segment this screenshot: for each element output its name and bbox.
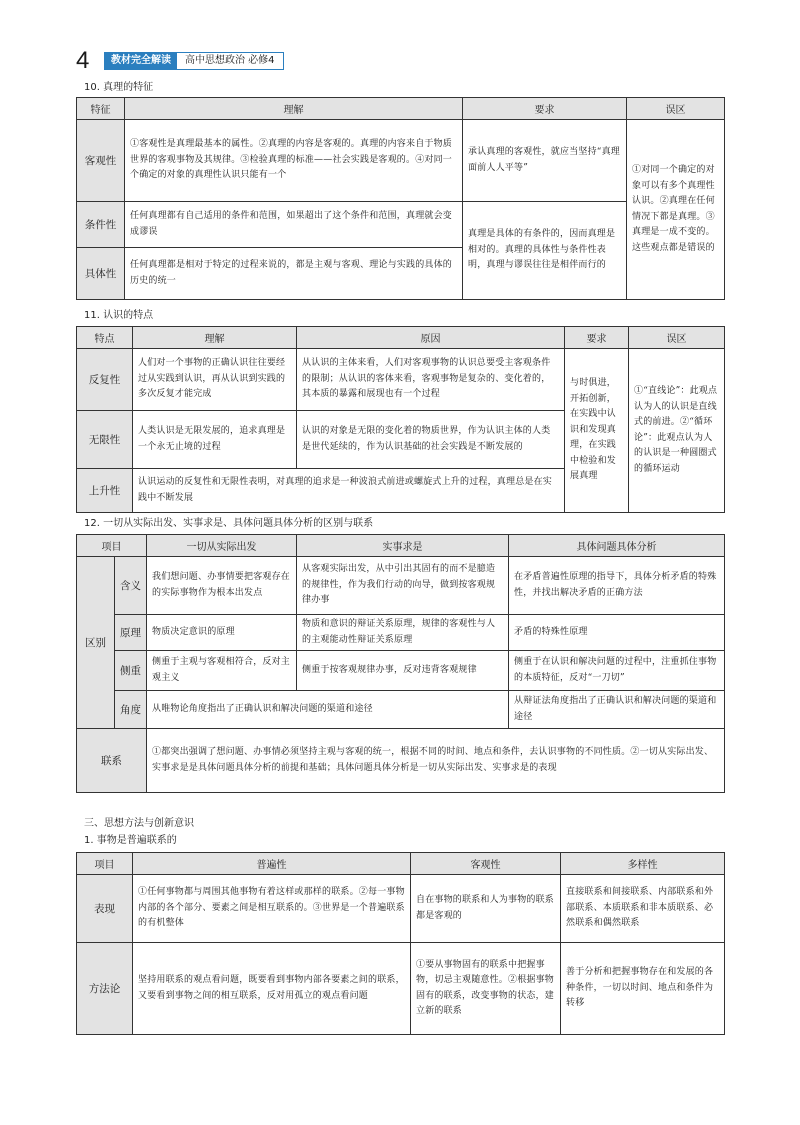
cell-understand-repetitiveness: 人们对一个事物的正确认识往往要经过从实践到认识，再从认识到实践的多次反复才能完成: [133, 349, 297, 411]
cell-principle-3: 矛盾的特殊性原理: [509, 615, 725, 651]
header-seek-truth: 实事求是: [297, 535, 509, 557]
row-label-conditionality: 条件性: [77, 202, 125, 248]
header-understand: 理解: [125, 98, 463, 120]
cell-merged-ascending: 认识运动的反复性和无限性表明，对真理的追求是一种波浪式前进或螺旋式上升的过程，真理总是在实践中不断发展: [133, 469, 565, 513]
cell-understand-conditionality: 任何真理都有自己适用的条件和范围，如果超出了这个条件和范围，真理就会变成谬误: [125, 202, 463, 248]
row-label-ascending: 上升性: [77, 469, 133, 513]
cell-meaning-2: 从客观实际出发，从中引出其固有的而不是臆造的规律性，作为我们行动的向导，做到按客观规律办事: [297, 557, 509, 615]
header-mistake: 误区: [627, 98, 725, 120]
cell-reason-repetitiveness: 从认识的主体来看，人们对客观事物的认识总要受主客观条件的限制；从认识的客体来看，客观事物是复杂的、变化着的，其本质的暴露和展现也有一个过程: [297, 349, 565, 411]
cell-mistake-cognition: ①“直线论”：此观点认为人的认识是直线式的前进。②“循环论”：此观点认为人的认识是一种圆圈式的循环运动: [629, 349, 725, 513]
header-feature: 特征: [77, 98, 125, 120]
row-label-concreteness: 具体性: [77, 248, 125, 300]
section-11-title: 11. 认识的特点: [84, 310, 154, 321]
cell-methodology-3: 善于分析和把握事物存在和发展的各种条件，一切以时间、地点和条件为转移: [561, 943, 725, 1035]
header-item: 项目: [77, 853, 133, 875]
row-label-methodology: 方法论: [77, 943, 133, 1035]
header-objectivity: 客观性: [411, 853, 561, 875]
header-diversity: 多样性: [561, 853, 725, 875]
row-label-emphasis: 侧重: [115, 651, 147, 691]
cell-emphasis-3: 侧重于在认识和解决问题的过程中，注重抓住事物的本质特征，反对“一刀切”: [509, 651, 725, 691]
comparison-table: [76, 534, 725, 793]
cell-require-objectivity: 承认真理的客观性，就应当坚持“真理面前人人平等”: [463, 120, 627, 202]
header-reason: 原因: [297, 327, 565, 349]
cell-meaning-3: 在矛盾普遍性原理的指导下，具体分析矛盾的特殊性，并找出解决矛盾的正确方法: [509, 557, 725, 615]
header-require: 要求: [565, 327, 629, 349]
row-label-objectivity: 客观性: [77, 120, 125, 202]
truth-features-table: [76, 97, 725, 300]
header-mistake: 误区: [629, 327, 725, 349]
header-universality: 普遍性: [133, 853, 411, 875]
cognition-features-table: [76, 326, 725, 513]
cell-manifestation-1: ①任何事物都与周围其他事物有着这样或那样的联系。②每一事物内部的各个部分、要素之间是相互联系的。③世界是一个普遍联系的有机整体: [133, 875, 411, 943]
cell-angle-1-2: 从唯物论角度指出了正确认识和解决问题的渠道和途径: [147, 691, 509, 729]
header-item: 项目: [77, 535, 147, 557]
section-10-title: 10. 真理的特征: [84, 82, 154, 93]
row-label-infinity: 无限性: [77, 411, 133, 469]
cell-understand-infinity: 人类认识是无限发展的，追求真理是一个永无止境的过程: [133, 411, 297, 469]
cell-require-cognition: 与时俱进，开拓创新，在实践中认识和发现真理，在实践中检验和发展真理: [565, 349, 629, 513]
cell-understand-concreteness: 任何真理都是相对于特定的过程来说的，都是主观与客观、理论与实践的具体的历史的统一: [125, 248, 463, 300]
cell-principle-2: 物质和意识的辩证关系原理，规律的客观性与人的主观能动性辩证关系原理: [297, 615, 509, 651]
header-from-reality: 一切从实际出发: [147, 535, 297, 557]
section-3-subtitle: 1. 事物是普遍联系的: [84, 835, 177, 846]
row-label-manifestation: 表现: [77, 875, 133, 943]
cell-emphasis-2: 侧重于按客观规律办事，反对违背客观规律: [297, 651, 509, 691]
section-3-title: 三、思想方法与创新意识: [84, 818, 194, 829]
cell-link: ①都突出强调了想问题、办事情必须坚持主观与客观的统一，根据不同的时间、地点和条件，去认识事物的不同性质。②一切从实际出发、实事求是是具体问题具体分析的前提和基础；具体问题具体分析是一切从实际出发、实事求是的表现: [147, 729, 725, 793]
cell-methodology-2: ①要从事物固有的联系中把握事物，切忌主观随意性。②根据事物固有的联系，改变事物的状态，建立新的联系: [411, 943, 561, 1035]
cell-manifestation-2: 自在事物的联系和人为事物的联系都是客观的: [411, 875, 561, 943]
cell-angle-3: 从辩证法角度指出了正确认识和解决问题的渠道和途径: [509, 691, 725, 729]
page-header: [76, 47, 284, 74]
book-title: 高中思想政治 必修4: [177, 53, 283, 69]
header-feature: 特点: [77, 327, 133, 349]
cell-principle-1: 物质决定意识的原理: [147, 615, 297, 651]
header-require: 要求: [463, 98, 627, 120]
universal-connection-table: [76, 852, 725, 1035]
row-label-principle: 原理: [115, 615, 147, 651]
header-concrete-analysis: 具体问题具体分析: [509, 535, 725, 557]
row-label-link: 联系: [77, 729, 147, 793]
group-label-difference: 区别: [77, 557, 115, 729]
cell-emphasis-1: 侧重于主观与客观相符合，反对主观主义: [147, 651, 297, 691]
cell-meaning-1: 我们想问题、办事情要把客观存在的实际事物作为根本出发点: [147, 557, 297, 615]
cell-manifestation-3: 直接联系和间接联系、内部联系和外部联系、本质联系和非本质联系、必然联系和偶然联系: [561, 875, 725, 943]
page-number: 4: [76, 47, 90, 74]
row-label-repetitiveness: 反复性: [77, 349, 133, 411]
row-label-angle: 角度: [115, 691, 147, 729]
cell-methodology-1: 坚持用联系的观点看问题，既要看到事物内部各要素之间的联系，又要看到事物之间的相互联系，反对用孤立的观点看问题: [133, 943, 411, 1035]
cell-mistake-truth: ①对同一个确定的对象可以有多个真理性认识。②真理在任何情况下都是真理。③真理是一成不变的。这些观点都是错误的: [627, 120, 725, 300]
cell-require-conditionality: 真理是具体的有条件的，因而真理是相对的。真理的具体性与条件性表明，真理与谬误往往是相伴而行的: [463, 202, 627, 300]
series-title: 教材完全解读: [105, 53, 177, 69]
header-understand: 理解: [133, 327, 297, 349]
header-badge: [104, 52, 284, 70]
row-label-meaning: 含义: [115, 557, 147, 615]
section-12-title: 12. 一切从实际出发、实事求是、具体问题具体分析的区别与联系: [84, 518, 374, 529]
cell-understand-objectivity: ①客观性是真理最基本的属性。②真理的内容是客观的。真理的内容来自于物质世界的客观事物及其规律。③检验真理的标准——社会实践是客观的。④对同一个确定的对象的真理性认识只能有一个: [125, 120, 463, 202]
cell-reason-infinity: 认识的对象是无限的变化着的物质世界，作为认识主体的人类是世代延续的，作为认识基础的社会实践是不断发展的: [297, 411, 565, 469]
